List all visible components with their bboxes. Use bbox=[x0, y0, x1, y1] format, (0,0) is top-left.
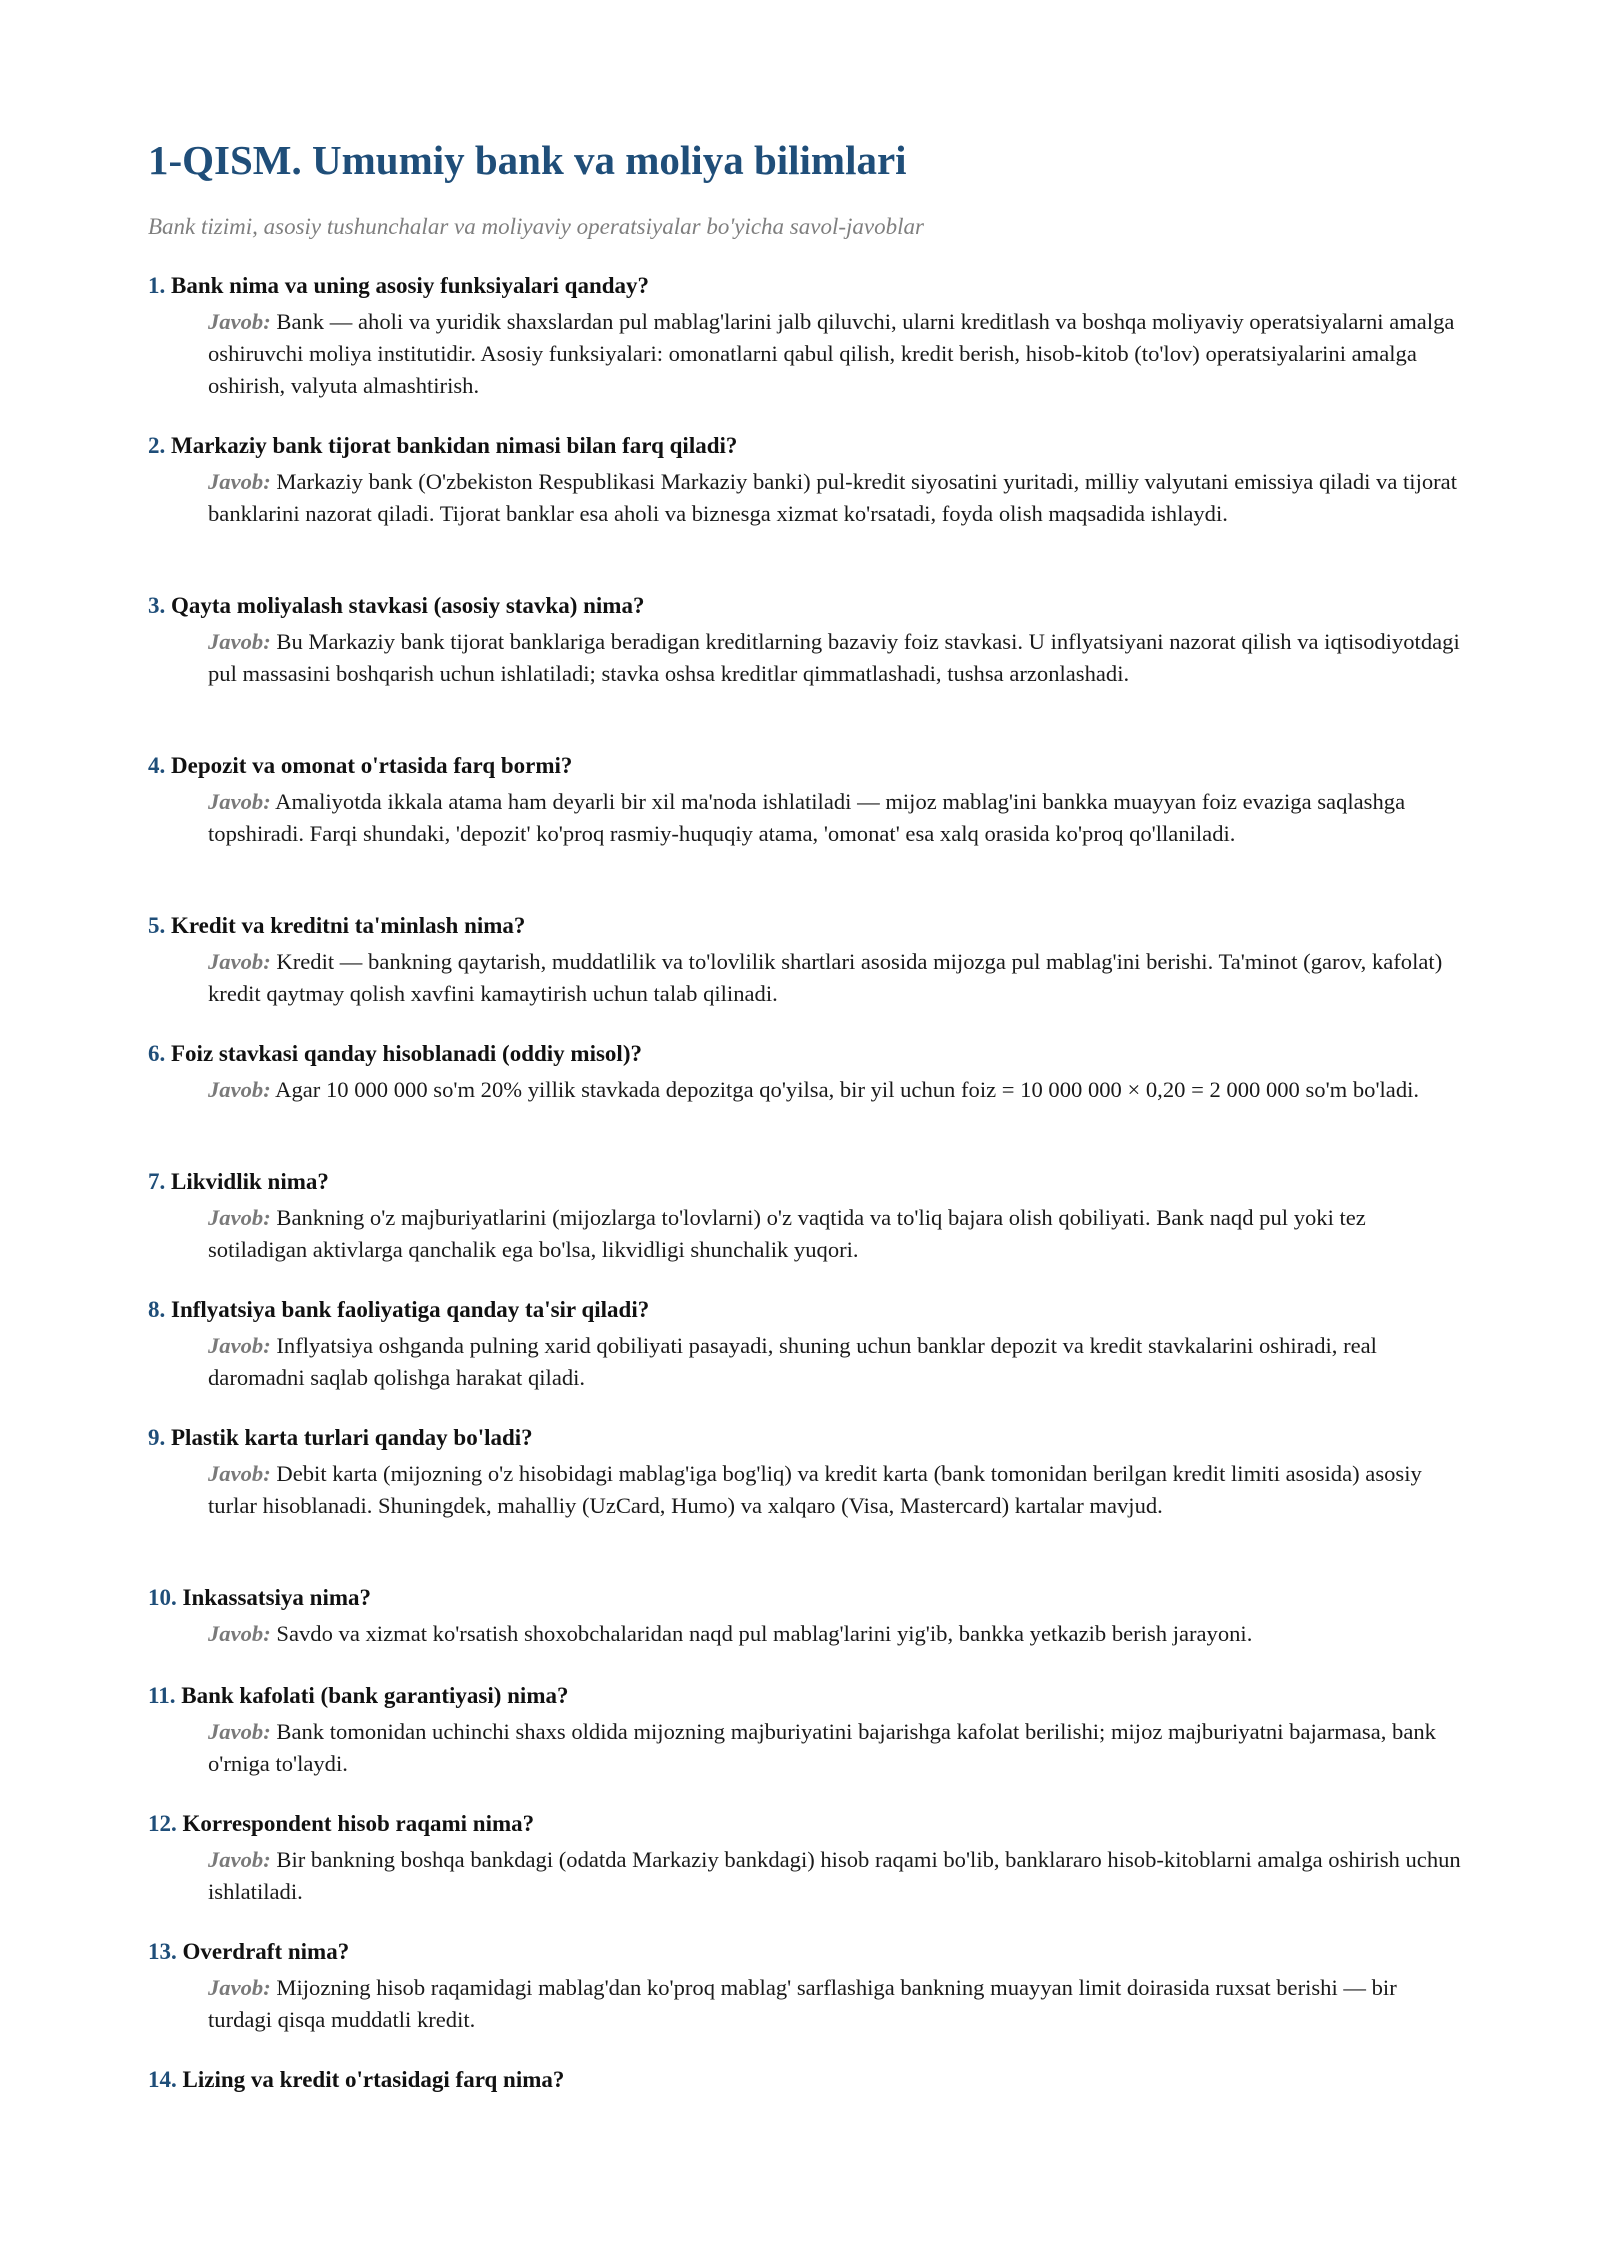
qa-item-1 bbox=[148, 270, 1468, 402]
answer-text: Markaziy bank (O'zbekiston Respublikasi Markaziy banki) pul-kredit siyosatini yuritadi, milliy valyutani emissiya qiladi va tijorat banklarini nazorat qiladi. Tijorat banklar esa aholi va biznesga xizmat ko'rsatadi, foyda olish maqsadida ishlaydi. bbox=[208, 469, 1457, 526]
question-number: 4. bbox=[148, 753, 166, 778]
answer-text: Kredit — bankning qaytarish, muddatlilik va to'lovlilik shartlari asosida mijozga pul mablag'ini berishi. Ta'minot (garov, kafolat) kredit qaytmay qolish xavfini kamaytirish uchun talab qilinadi. bbox=[208, 949, 1443, 1006]
answer-label: Javob: bbox=[208, 1847, 271, 1872]
question bbox=[148, 1808, 1468, 1840]
qa-item-5 bbox=[148, 910, 1468, 1010]
question-number: 10. bbox=[148, 1585, 177, 1610]
answer-label: Javob: bbox=[208, 309, 271, 334]
answer bbox=[208, 306, 1466, 402]
answer bbox=[208, 1074, 1466, 1106]
answer-text: Bank tomonidan uchinchi shaxs oldida mijozning majburiyatini bajarishga kafolat berilishi; mijoz majburiyatni bajarmasa, bank o'rniga to'laydi. bbox=[208, 1719, 1436, 1776]
answer-text: Inflyatsiya oshganda pulning xarid qobiliyati pasayadi, shuning uchun banklar depozit va kredit stavkalarini oshiradi, real daromadni saqlab qolishga harakat qiladi. bbox=[208, 1333, 1377, 1390]
question bbox=[148, 910, 1468, 942]
question-text: Qayta moliyalash stavkasi (asosiy stavka) nima? bbox=[171, 593, 645, 618]
answer-text: Bankning o'z majburiyatlarini (mijozlarga to'lovlarni) o'z vaqtida va to'liq bajara olish qobiliyati. Bank naqd pul yoki tez sotiladigan aktivlarga qanchalik ega bo'lsa, likvidligi shunchalik yuqori. bbox=[208, 1205, 1366, 1262]
answer-text: Bu Markaziy bank tijorat banklariga beradigan kreditlarning bazaviy foiz stavkasi. U inflyatsiyani nazorat qilish va iqtisodiyotdagi pul massasini boshqarish uchun ishlatiladi; stavka oshsa kreditlar qimmatlashadi, tushsa arzonlashadi. bbox=[208, 629, 1460, 686]
answer bbox=[208, 626, 1466, 690]
question-number: 2. bbox=[148, 433, 166, 458]
answer bbox=[208, 1458, 1466, 1522]
answer-text: Mijozning hisob raqamidagi mablag'dan ko'proq mablag' sarflashiga bankning muayyan limit doirasida ruxsat berishi — bir turdagi qisqa muddatli kredit. bbox=[208, 1975, 1397, 2032]
answer-label: Javob: bbox=[208, 1333, 271, 1358]
question bbox=[148, 1038, 1468, 1070]
answer-label: Javob: bbox=[208, 1077, 271, 1102]
answer bbox=[208, 1202, 1466, 1266]
question-number: 14. bbox=[148, 2067, 177, 2092]
question-number: 9. bbox=[148, 1425, 166, 1450]
answer-label: Javob: bbox=[208, 1621, 271, 1646]
qa-item-13 bbox=[148, 1936, 1468, 2036]
question-text: Overdraft nima? bbox=[182, 1939, 350, 1964]
question-number: 5. bbox=[148, 913, 166, 938]
question-text: Lizing va kredit o'rtasidagi farq nima? bbox=[182, 2067, 565, 2092]
qa-item-2 bbox=[148, 430, 1468, 530]
answer bbox=[208, 1972, 1466, 2036]
question-number: 1. bbox=[148, 273, 166, 298]
qa-item-14 bbox=[148, 2064, 1468, 2096]
qa-item-12 bbox=[148, 1808, 1468, 1908]
answer-text: Bank — aholi va yuridik shaxslardan pul mablag'larini jalb qiluvchi, ularni kreditlash va boshqa moliyaviy operatsiyalarni amalga oshiruvchi moliya institutidir. Asosiy funksiyalari: omonatlarni qabul qilish, kredit berish, hisob-kitob (to'lov) operatsiyalarini amalga oshirish, valyuta almashtirish. bbox=[208, 309, 1455, 398]
qa-item-11 bbox=[148, 1680, 1468, 1780]
question-text: Korrespondent hisob raqami nima? bbox=[182, 1811, 535, 1836]
answer-text: Savdo va xizmat ko'rsatish shoxobchalaridan naqd pul mablag'larini yig'ib, bankka yetkazib berish jarayoni. bbox=[276, 1621, 1253, 1646]
question-number: 8. bbox=[148, 1297, 166, 1322]
answer bbox=[208, 1618, 1466, 1650]
qa-item-8 bbox=[148, 1294, 1468, 1394]
qa-item-6 bbox=[148, 1038, 1468, 1106]
question bbox=[148, 2064, 1468, 2096]
qa-item-10 bbox=[148, 1582, 1468, 1650]
answer-label: Javob: bbox=[208, 789, 271, 814]
page-title: 1-QISM. Umumiy bank va moliya bilimlari bbox=[148, 137, 907, 183]
question-text: Bank nima va uning asosiy funksiyalari qanday? bbox=[171, 273, 650, 298]
answer-label: Javob: bbox=[208, 949, 271, 974]
question-text: Inkassatsiya nima? bbox=[182, 1585, 372, 1610]
answer-text: Amaliyotda ikkala atama ham deyarli bir xil ma'noda ishlatiladi — mijoz mablag'ini bankka muayyan foiz evaziga saqlashga topshiradi. Farqi shundaki, 'depozit' ko'proq rasmiy-huquqiy atama, 'omonat' esa xalq orasida ko'proq qo'llaniladi. bbox=[208, 789, 1406, 846]
answer bbox=[208, 1330, 1466, 1394]
question-text: Kredit va kreditni ta'minlash nima? bbox=[171, 913, 526, 938]
answer-label: Javob: bbox=[208, 629, 271, 654]
answer-label: Javob: bbox=[208, 469, 271, 494]
qa-item-9 bbox=[148, 1422, 1468, 1522]
answer bbox=[208, 1844, 1466, 1908]
question bbox=[148, 270, 1468, 302]
question-text: Inflyatsiya bank faoliyatiga qanday ta'sir qiladi? bbox=[171, 1297, 650, 1322]
question-text: Likvidlik nima? bbox=[171, 1169, 329, 1194]
answer-label: Javob: bbox=[208, 1461, 271, 1486]
question-number: 13. bbox=[148, 1939, 177, 1964]
page-subtitle: Bank tizimi, asosiy tushunchalar va moliyaviy operatsiyalar bo'yicha savol-javoblar bbox=[148, 214, 924, 239]
question-number: 6. bbox=[148, 1041, 166, 1066]
question-text: Depozit va omonat o'rtasida farq bormi? bbox=[171, 753, 573, 778]
question bbox=[148, 1936, 1468, 1968]
answer-text: Bir bankning boshqa bankdagi (odatda Markaziy bankdagi) hisob raqami bo'lib, banklararo hisob-kitoblarni amalga oshirish uchun ishlatiladi. bbox=[208, 1847, 1461, 1904]
question-text: Bank kafolati (bank garantiyasi) nima? bbox=[181, 1683, 569, 1708]
question-text: Foiz stavkasi qanday hisoblanadi (oddiy misol)? bbox=[171, 1041, 642, 1066]
answer-label: Javob: bbox=[208, 1205, 271, 1230]
question-text: Markaziy bank tijorat bankidan nimasi bilan farq qiladi? bbox=[171, 433, 738, 458]
answer-text: Debit karta (mijozning o'z hisobidagi mablag'iga bog'liq) va kredit karta (bank tomonidan berilgan kredit limiti asosida) asosiy turlar hisoblanadi. Shuningdek, mahalliy (UzCard, Humo) va xalqaro (Visa, Mastercard) kartalar mavjud. bbox=[208, 1461, 1422, 1518]
question-text: Plastik karta turlari qanday bo'ladi? bbox=[171, 1425, 533, 1450]
question bbox=[148, 1680, 1468, 1712]
answer-label: Javob: bbox=[208, 1719, 271, 1744]
question bbox=[148, 1166, 1468, 1198]
answer bbox=[208, 946, 1466, 1010]
qa-item-7 bbox=[148, 1166, 1468, 1266]
question bbox=[148, 750, 1468, 782]
question bbox=[148, 430, 1468, 462]
question-number: 11. bbox=[148, 1683, 176, 1708]
answer bbox=[208, 786, 1466, 850]
answer-text: Agar 10 000 000 so'm 20% yillik stavkada depozitga qo'yilsa, bir yil uchun foiz = 10 000 000 × 0,20 = 2 000 000 so'm bo'ladi. bbox=[275, 1077, 1420, 1102]
question bbox=[148, 1422, 1468, 1454]
qa-item-3 bbox=[148, 590, 1468, 690]
question bbox=[148, 590, 1468, 622]
question bbox=[148, 1294, 1468, 1326]
answer bbox=[208, 1716, 1466, 1780]
answer-label: Javob: bbox=[208, 1975, 271, 2000]
question bbox=[148, 1582, 1468, 1614]
question-number: 3. bbox=[148, 593, 166, 618]
question-number: 12. bbox=[148, 1811, 177, 1836]
qa-item-4 bbox=[148, 750, 1468, 850]
question-number: 7. bbox=[148, 1169, 166, 1194]
answer bbox=[208, 466, 1466, 530]
